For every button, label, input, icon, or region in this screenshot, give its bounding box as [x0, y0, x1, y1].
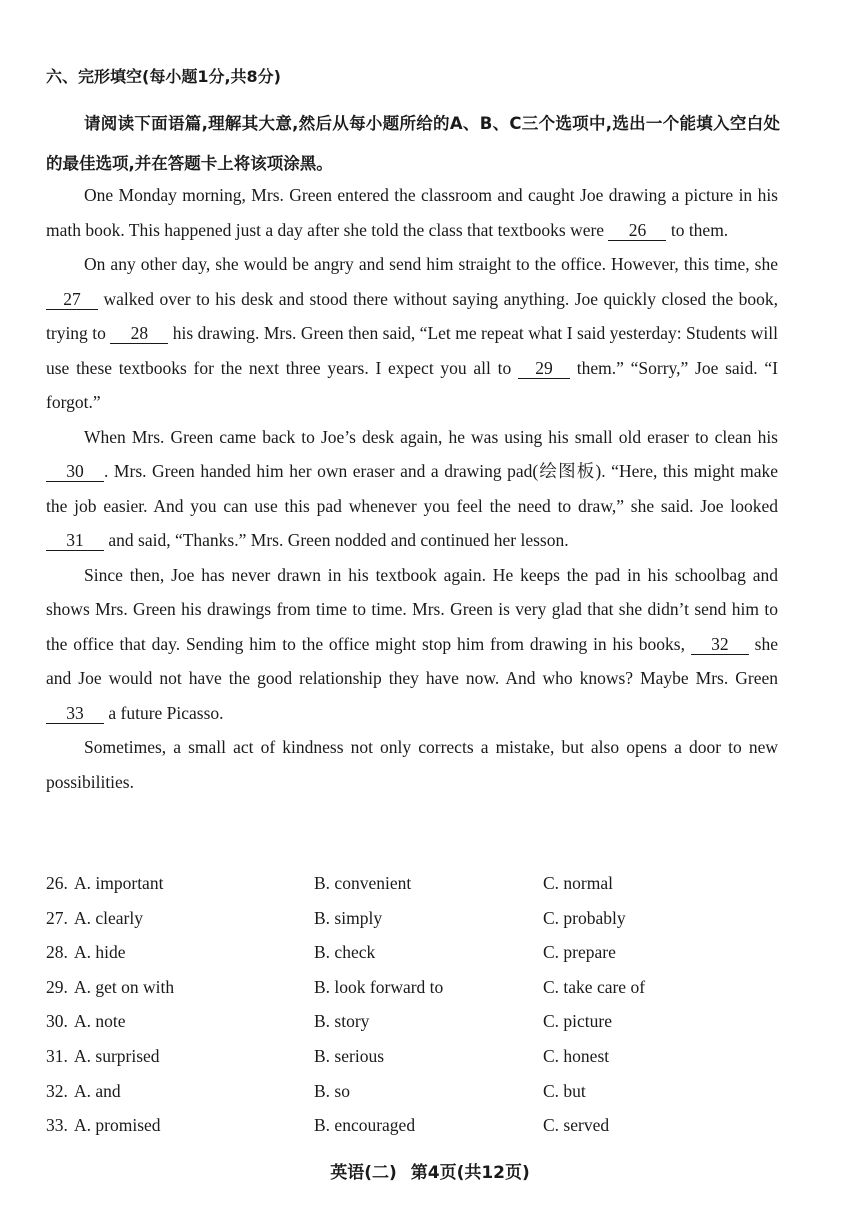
- blank-30: 30: [46, 461, 104, 482]
- question-number: 32.: [46, 1080, 68, 1101]
- option-row-26: [46, 866, 786, 901]
- option-c: C. prepare: [543, 942, 616, 963]
- option-c: C. served: [543, 1115, 610, 1136]
- footer-subject: 英语(二): [330, 1163, 397, 1183]
- paragraph-3: [46, 420, 778, 558]
- option-a: A. surprised: [74, 1045, 160, 1066]
- option-row-27: [46, 901, 786, 936]
- option-row-29: [46, 970, 786, 1005]
- option-b: B. check: [314, 942, 376, 963]
- passage-text: and said, “Thanks.” Mrs. Green nodded and continued her lesson.: [104, 530, 569, 550]
- option-b: B. so: [314, 1080, 350, 1101]
- passage-text: a future Picasso.: [104, 702, 224, 723]
- section-title: 六、完形填空(每小题1分,共8分): [46, 67, 281, 86]
- option-b: B. story: [314, 1011, 370, 1032]
- passage-text: . Mrs. Green handed him her own eraser and a drawing pad(绘图板). “Here, this might make the job easier. And you can use this pad whenever you feel the need to draw,” she said. Joe looked: [46, 461, 778, 516]
- question-number: 33.: [46, 1115, 68, 1136]
- passage-text: When Mrs. Green came back to Joe’s desk again, he was using his small old eraser to clean his: [84, 426, 778, 447]
- question-number: 30.: [46, 1011, 68, 1032]
- passage-text: walked over to his desk and stood there without saying anything. Joe quickly closed the book, trying to: [46, 288, 778, 343]
- question-number: 29.: [46, 976, 68, 997]
- option-a: A. clearly: [74, 907, 143, 928]
- option-c: C. picture: [543, 1011, 613, 1032]
- option-row-31: [46, 1039, 786, 1074]
- paragraph-1: [46, 178, 778, 247]
- passage-text: she and Joe would not have the good relationship they have now. And who knows? Maybe Mrs. Green: [46, 633, 778, 688]
- question-number: 26.: [46, 873, 68, 893]
- passage-text: Since then, Joe has never drawn in his textbook again. He keeps the pad in his schoolbag and shows Mrs. Green his drawings from time to time. Mrs. Green is very glad that she didn’t send him to the office that day. Sending him to the office might stop him from drawing in his books,: [46, 564, 778, 654]
- option-b: B. encouraged: [314, 1115, 416, 1136]
- option-c: C. honest: [543, 1045, 610, 1066]
- blank-29: 29: [518, 358, 570, 379]
- option-row-28: [46, 935, 786, 970]
- option-a: A. hide: [74, 942, 126, 963]
- blank-31: 31: [46, 530, 104, 551]
- passage-text: to them.: [666, 219, 729, 240]
- paragraph-2: [46, 247, 778, 420]
- option-b: B. look forward to: [314, 976, 444, 997]
- instructions: 请阅读下面语篇,理解其大意,然后从每小题所给的A、B、C三个选项中,选出一个能填入空白处的最佳选项,并在答题卡上将该项涂黑。: [46, 114, 780, 173]
- option-a: A. promised: [74, 1115, 161, 1136]
- blank-32: 32: [691, 634, 749, 655]
- question-number: 27.: [46, 907, 68, 928]
- passage-text: Sometimes, a small act of kindness not only corrects a mistake, but also opens a door to new possibilities.: [46, 737, 778, 792]
- paragraph-5: [46, 730, 778, 799]
- cloze-passage: [46, 178, 778, 799]
- option-c: C. normal: [543, 873, 613, 893]
- option-a: A. and: [74, 1080, 121, 1101]
- option-a: A. note: [74, 1011, 126, 1032]
- blank-27: 27: [46, 289, 98, 310]
- blank-26: 26: [608, 220, 666, 241]
- option-row-30: [46, 1004, 786, 1039]
- option-b: B. serious: [314, 1045, 384, 1066]
- paragraph-4: [46, 558, 778, 731]
- page-footer: [0, 1158, 860, 1183]
- footer-page-number: 第4页(共12页): [410, 1163, 530, 1183]
- blank-28: 28: [110, 323, 168, 344]
- answer-options: [46, 866, 786, 1143]
- question-number: 31.: [46, 1045, 68, 1066]
- option-row-33: [46, 1108, 786, 1143]
- blank-33: 33: [46, 703, 104, 724]
- option-a: A. important: [74, 873, 164, 893]
- option-b: B. simply: [314, 907, 383, 928]
- option-b: B. convenient: [314, 873, 412, 893]
- passage-text: them.” “Sorry,” Joe said. “I forgot.”: [46, 357, 778, 412]
- passage-text: On any other day, she would be angry and send him straight to the office. However, this time, she: [84, 254, 778, 274]
- option-c: C. take care of: [543, 976, 646, 997]
- question-number: 28.: [46, 942, 68, 963]
- option-row-32: [46, 1074, 786, 1109]
- passage-text: his drawing. Mrs. Green then said, “Let me repeat what I said yesterday: Students will use these textbooks for the next three years. I expect you all to: [46, 323, 778, 378]
- passage-text: One Monday morning, Mrs. Green entered the classroom and caught Joe drawing a picture in his math book. This happened just a day after she told the class that textbooks were: [46, 185, 778, 240]
- option-c: C. but: [543, 1080, 586, 1101]
- option-a: A. get on with: [74, 976, 175, 997]
- option-c: C. probably: [543, 907, 626, 928]
